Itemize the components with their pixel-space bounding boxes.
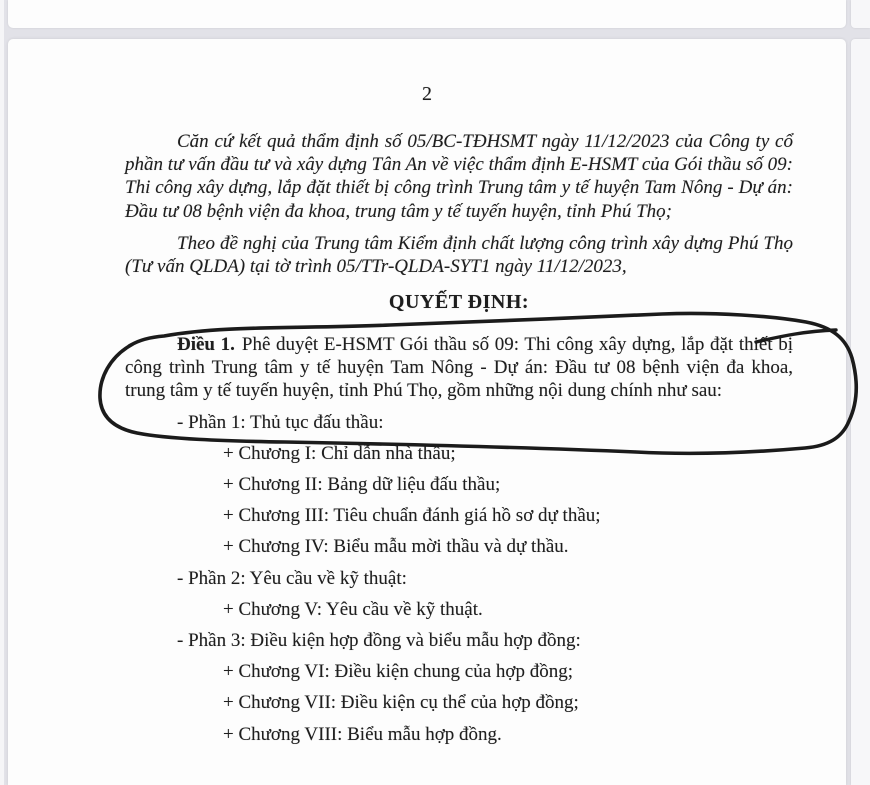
outline-item: - Phần 2: Yêu cầu về kỹ thuật: <box>177 567 407 589</box>
outline-item: + Chương IV: Biểu mẫu mời thầu và dự thầu. <box>223 536 569 558</box>
article-1-label: Điều 1. <box>177 334 235 356</box>
document-page <box>8 39 846 785</box>
outline-item: + Chương V: Yêu cầu về kỹ thuật. <box>223 598 483 620</box>
outline-item: + Chương VIII: Biểu mẫu hợp đồng. <box>223 723 502 745</box>
previous-page-edge <box>8 0 846 28</box>
decision-heading: QUYẾT ĐỊNH: <box>388 291 530 314</box>
article-1-text: Phê duyệt E-HSMT Gói thầu số 09: Thi công xây dựng, lắp đặt thiết bị công trình Trung tâm y tế huyện Tam Nông - Dự án: Đầu tư 08 bệnh viện đa khoa, trung tâm y tế tuyến huyện, tỉnh Phú Thọ, gồm những nội dung chính như sau: <box>125 334 793 401</box>
left-page-edge <box>0 0 4 785</box>
adjacent-page-edge-bottom <box>851 39 870 785</box>
outline-item: - Phần 3: Điều kiện hợp đồng và biểu mẫu hợp đồng: <box>177 630 581 652</box>
outline-item: + Chương III: Tiêu chuẩn đánh giá hồ sơ dự thầu; <box>223 505 601 527</box>
page-number: 2 <box>422 83 432 105</box>
outline-item: + Chương VII: Điều kiện cụ thể của hợp đồng; <box>223 692 579 714</box>
paragraph-theo-de-nghi: Theo đề nghị của Trung tâm Kiểm định chất lượng công trình xây dựng Phú Thọ (Tư vấn QLDA) tại tờ trình 05/TTr-QLDA-SYT1 ngày 11/12/2023, <box>125 232 793 278</box>
outline-list <box>8 407 846 750</box>
outline-item: + Chương VI: Điều kiện chung của hợp đồng; <box>223 661 573 683</box>
paragraph-can-cu: Căn cứ kết quả thẩm định số 05/BC-TĐHSMT ngày 11/12/2023 của Công ty cổ phần tư vấn đầu tư và xây dựng Tân An về việc thẩm định E-HSMT của Gói thầu số 09: Thi công xây dựng, lắp đặt thiết bị công trình Trung tâm y tế huyện Tam Nông - Dự án: Đầu tư 08 bệnh viện đa khoa, trung tâm y tế tuyến huyện, tỉnh Phú Thọ; <box>125 131 793 222</box>
article-1-paragraph <box>8 334 846 402</box>
adjacent-page-edge-top <box>851 0 870 28</box>
outline-item: + Chương I: Chỉ dẫn nhà thầu; <box>223 442 456 464</box>
outline-item: + Chương II: Bảng dữ liệu đấu thầu; <box>223 474 501 496</box>
outline-item: - Phần 1: Thủ tục đấu thầu: <box>177 411 384 433</box>
